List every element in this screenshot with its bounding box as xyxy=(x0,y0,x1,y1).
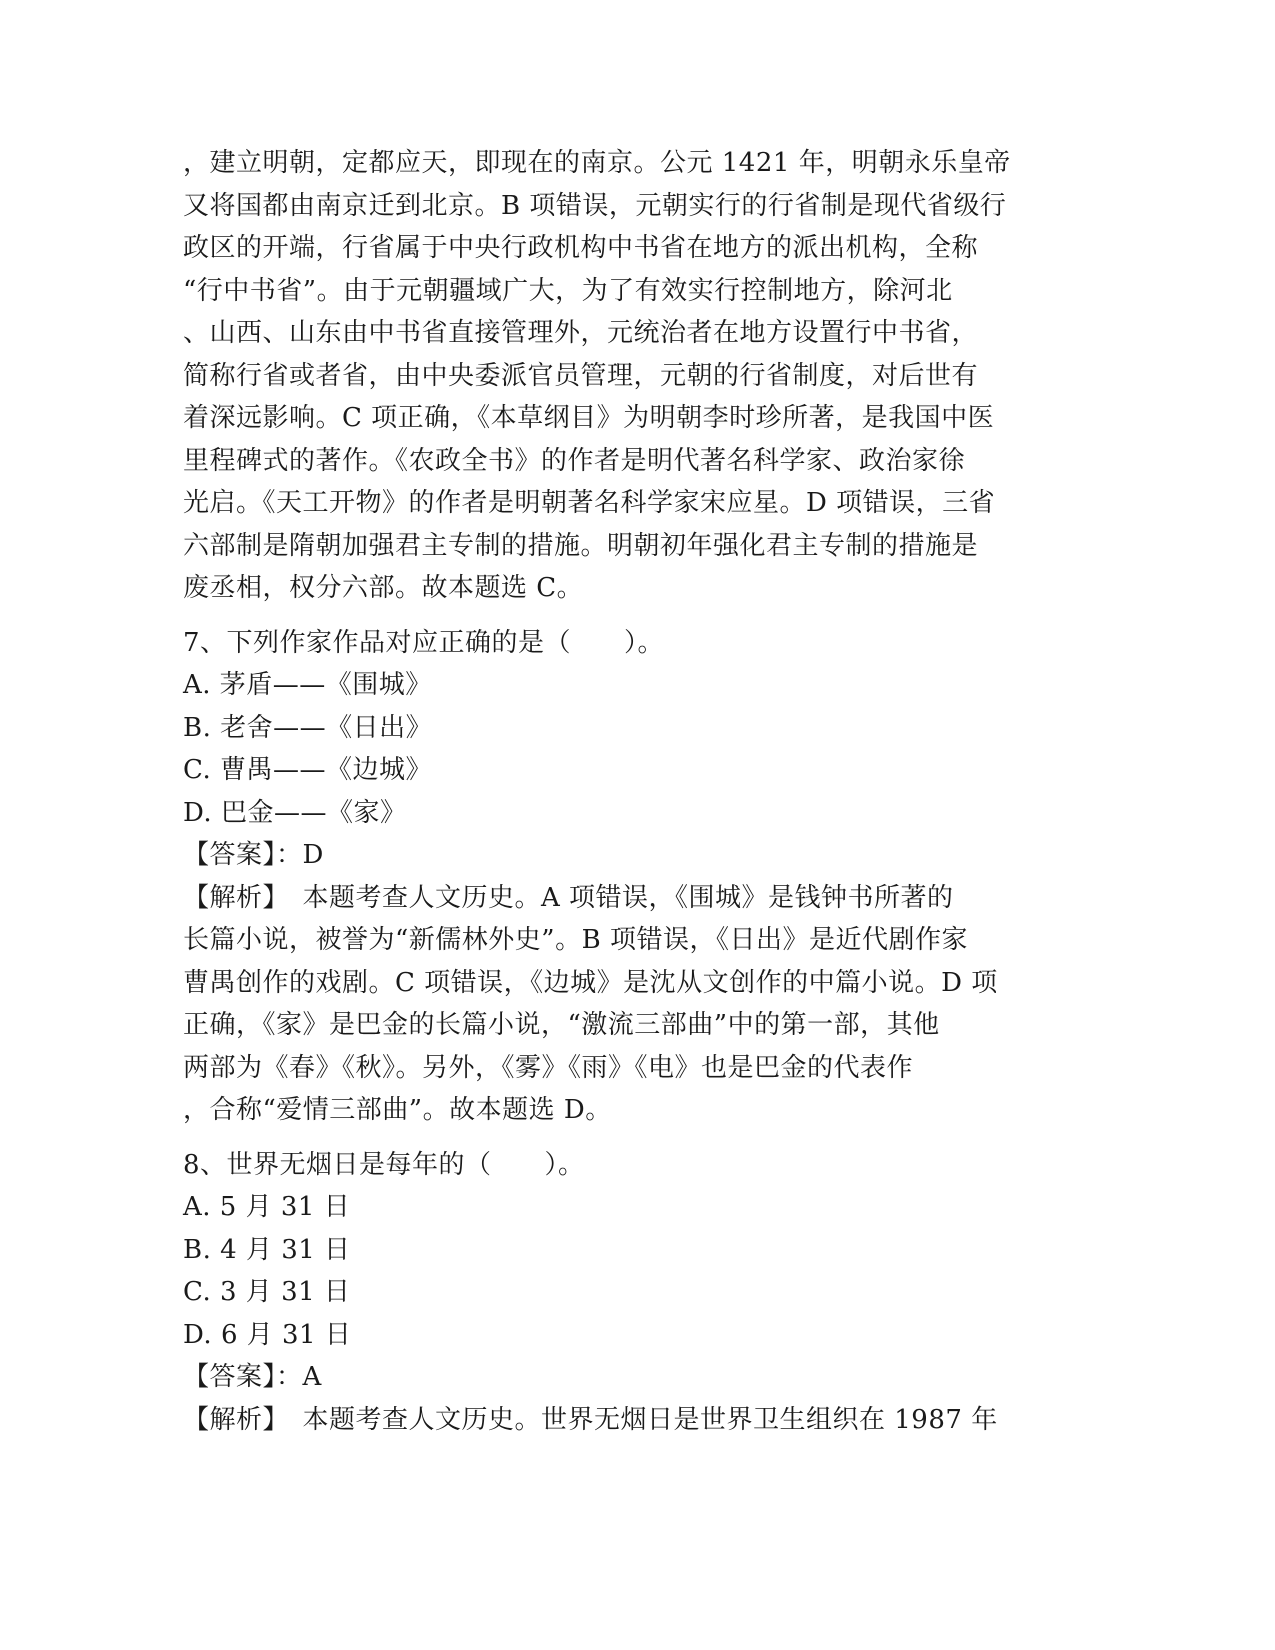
analysis-line: 两部为《春》《秋》。另外，《雾》《雨》《电》也是巴金的代表作 xyxy=(183,1052,914,1083)
paragraph-line: 着深远影响。C 项正确，《本草纲目》为明朝李时珍所著，是我国中医 xyxy=(183,403,995,433)
option-b: B. 老舍——《日出》 xyxy=(183,712,433,743)
paragraph-line: 废丞相，权分六部。故本题选 C。 xyxy=(183,573,584,603)
question-stem: 8、世界无烟日是每年的（ ）。 xyxy=(183,1149,585,1180)
analysis-block xyxy=(183,1399,1083,1442)
answer-line: 【答案】：A xyxy=(183,1362,322,1392)
paragraph-line: 光启。《天工开物》的作者是明朝著名科学家宋应星。D 项错误，三省 xyxy=(183,488,996,518)
previous-analysis-continuation xyxy=(183,142,1083,610)
paragraph-line: ，建立明朝，定都应天，即现在的南京。公元 1421 年，明朝永乐皇帝 xyxy=(183,148,1011,178)
option-a: A. 茅盾——《围城》 xyxy=(183,670,432,700)
analysis-block xyxy=(183,877,1083,1132)
paragraph-line: 六部制是隋朝加强君主专制的措施。明朝初年强化君主专制的措施是 xyxy=(183,530,979,561)
analysis-line: 【解析】 本题考查人文历史。A 项错误，《围城》是钱钟书所著的 xyxy=(183,882,954,913)
paragraph-line: “行中书省”。由于元朝疆域广大，为了有效实行控制地方，除河北 xyxy=(183,275,953,306)
analysis-line: 【解析】 本题考查人文历史。世界无烟日是世界卫生组织在 1987 年 xyxy=(183,1404,998,1435)
option-b: B. 4 月 31 日 xyxy=(183,1234,351,1265)
analysis-line: 长篇小说，被誉为“新儒林外史”。B 项错误，《日出》是近代剧作家 xyxy=(183,925,968,955)
analysis-line: 正确，《家》是巴金的长篇小说，“激流三部曲”中的第一部，其他 xyxy=(183,1010,940,1040)
paragraph-line: 政区的开端，行省属于中央行政机构中书省在地方的派出机构，全称 xyxy=(183,233,979,263)
option-a: A. 5 月 31 日 xyxy=(183,1192,351,1222)
document-page xyxy=(183,142,1083,1441)
question-7 xyxy=(183,622,1083,1132)
option-d: D. 6 月 31 日 xyxy=(183,1319,352,1350)
paragraph-line: 简称行省或者省，由中央委派官员管理，元朝的行省制度，对后世有 xyxy=(183,360,979,391)
question-8 xyxy=(183,1144,1083,1442)
paragraph-line: 、山西、山东由中书省直接管理外，元统治者在地方设置行中书省， xyxy=(183,318,979,348)
question-stem: 7、下列作家作品对应正确的是（ ）。 xyxy=(183,627,665,658)
paragraph-line: 里程碑式的著作。《农政全书》的作者是明代著名科学家、政治家徐 xyxy=(183,445,966,476)
option-c: C. 曹禺——《边城》 xyxy=(183,755,432,785)
option-c: C. 3 月 31 日 xyxy=(183,1277,351,1307)
answer-line: 【答案】：D xyxy=(183,840,324,870)
paragraph-line: 又将国都由南京迁到北京。B 项错误，元朝实行的行省制是现代省级行 xyxy=(183,190,1007,221)
option-d: D. 巴金——《家》 xyxy=(183,797,407,828)
analysis-line: 曹禺创作的戏剧。C 项错误，《边城》是沈从文创作的中篇小说。D 项 xyxy=(183,967,998,998)
analysis-line: ，合称“爱情三部曲”。故本题选 D。 xyxy=(183,1095,612,1125)
